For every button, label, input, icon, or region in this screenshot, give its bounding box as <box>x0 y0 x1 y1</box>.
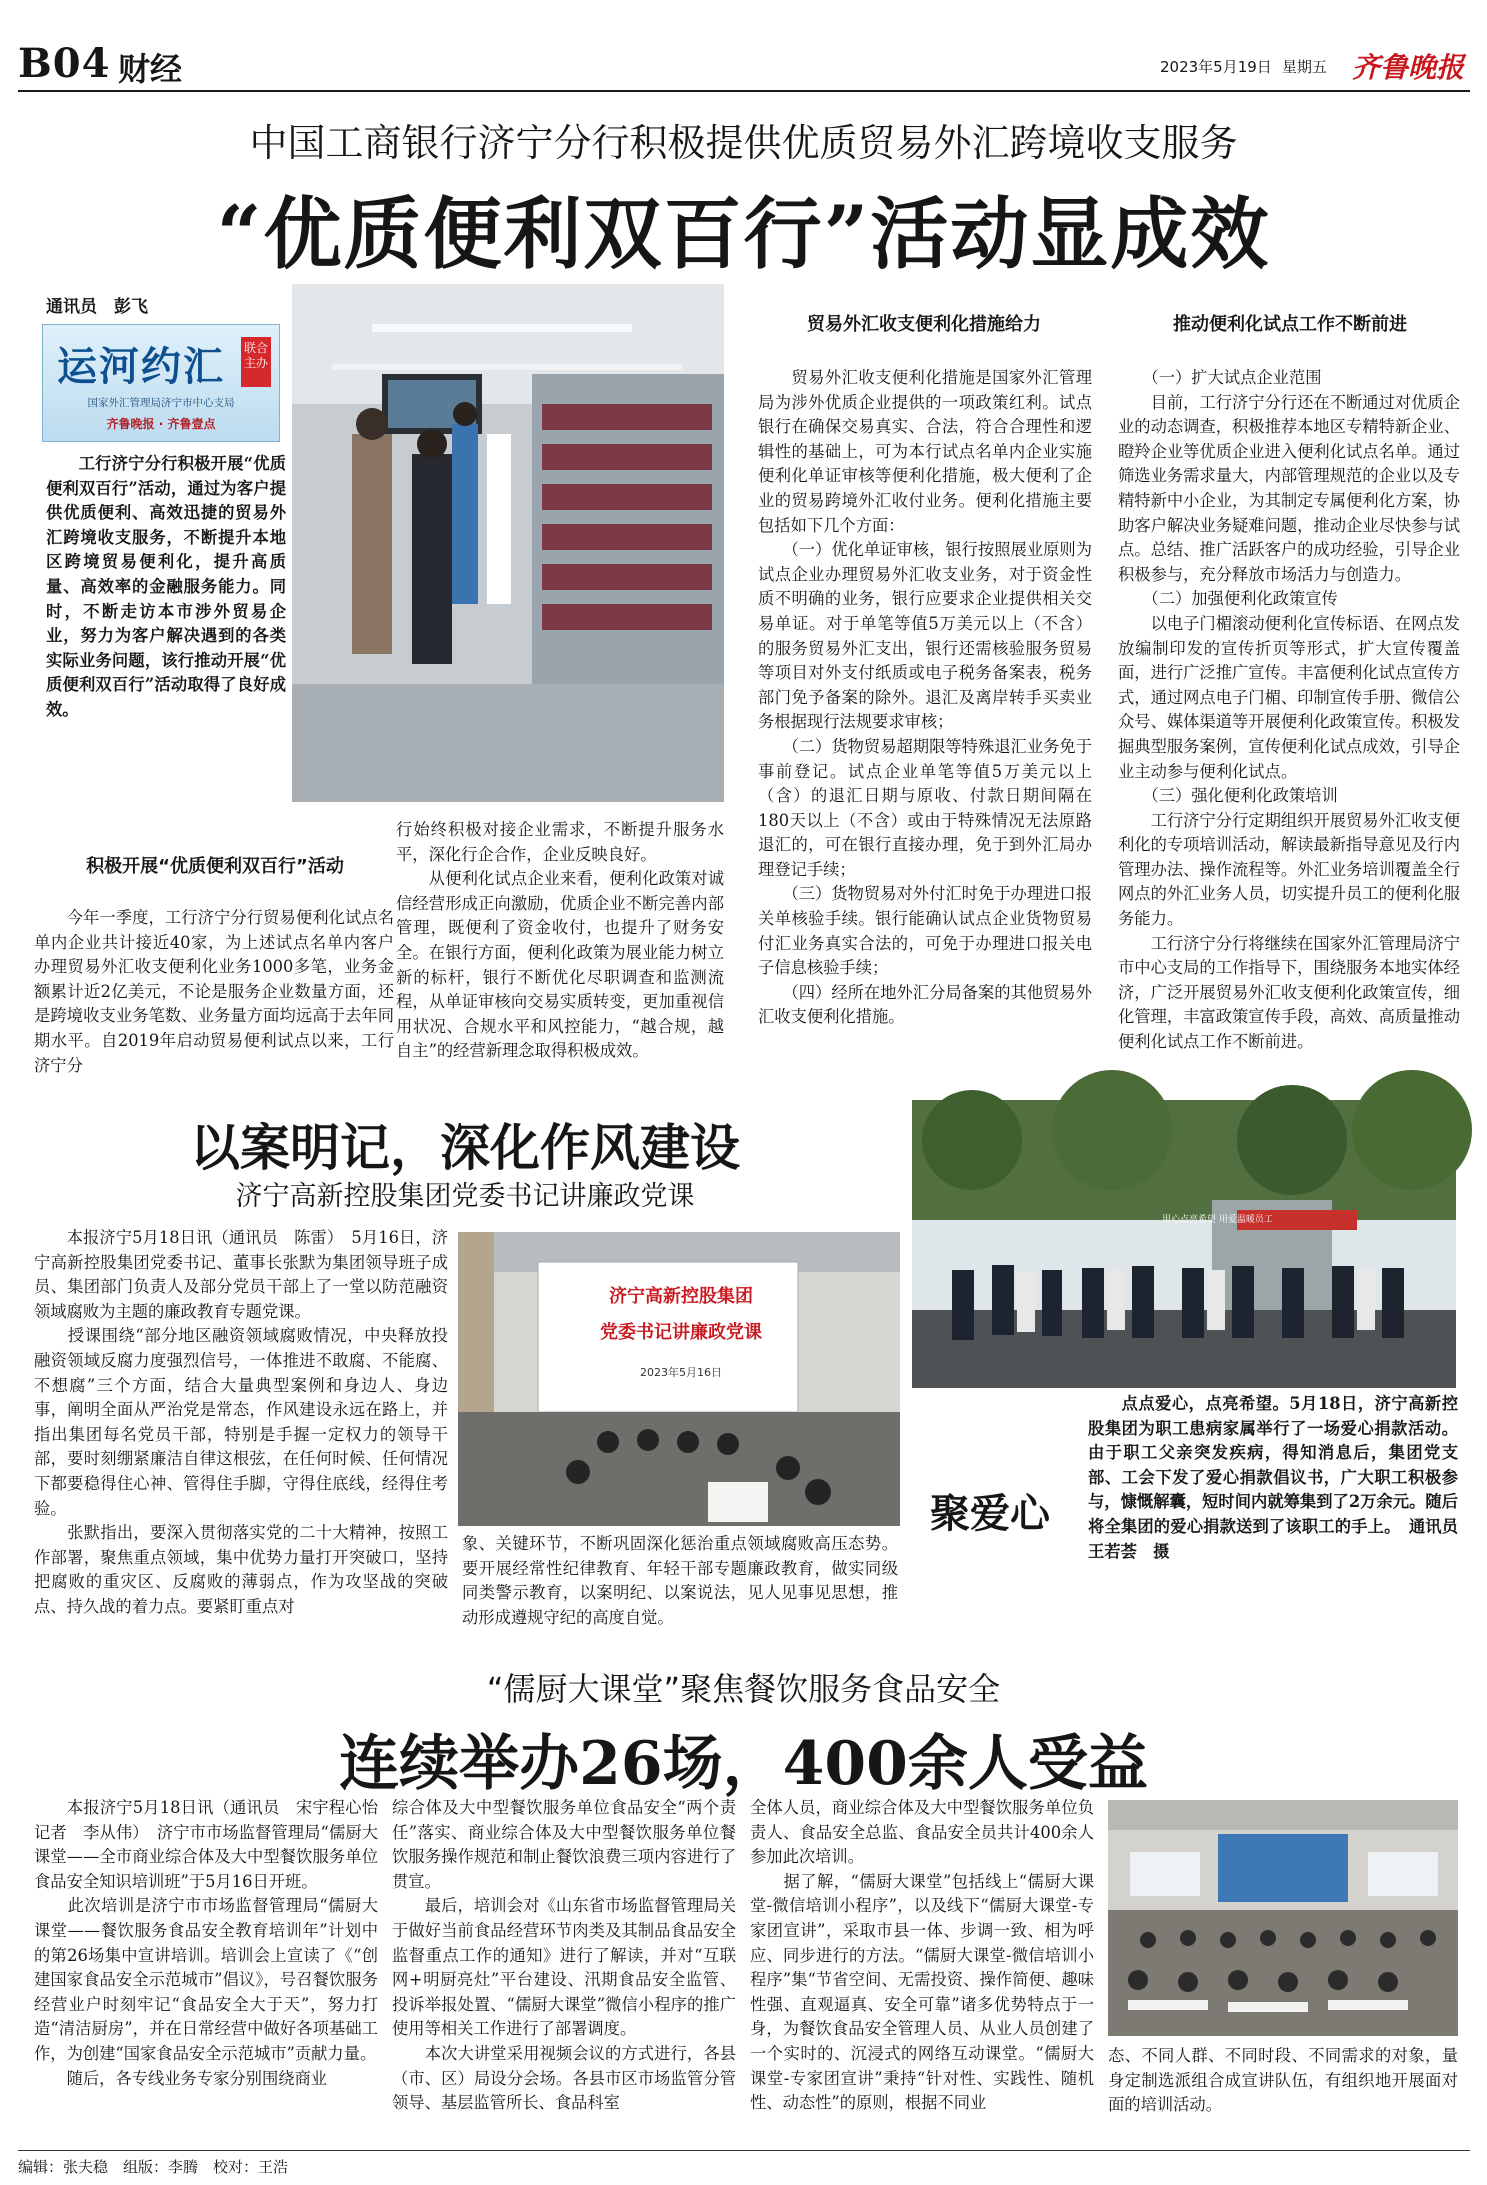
a4-kicker: “儒厨大课堂”聚焦餐饮服务食品安全 <box>486 1670 1001 1708</box>
a1-col-3: 贸易外汇收支便利化措施是国家外汇管理局为涉外优质企业提供的一项政策红利。试点银行在确保交易真实、合法，符合合理性和逻辑性的基础上，可为本行试点名单内企业实施便利化单证审核等便利化措施，极大便利了企业的贸易跨境外汇收付业务。便利化措施主要包括如下几个方面： （一）优化单证审核，银行按照展业原则为试点企业办理贸易外汇收支业务，对于资金性质不明确的业务，银行应要求企业提供相关交易单证。对于单笔等值5万美元以上（不含）的服务贸易外汇支出，银行还需核验服务贸易等项目对外支付纸质或电子税务备案表，税务部门免予备案的除外。退汇及离岸转手买卖业务根据现行法规要求审核； （二）货物贸易超期限等特殊退汇业务免于事前登记。试点企业单笔等值5万美元以上（含）的退汇日期与原收、付款日期间隔在180天以上（不含）或由于特殊情况无法原路退汇的，可在银行直接办理，免于到外汇局办理登记手续； （三）货物贸易对外付汇时免于办理进口报关单核验手续。银行能确认试点企业货物贸易付汇业务真实合法的，可免于办理进口报关电子信息核验手续； （四）经所在地外汇分局备案的其他贸易外汇收支便利化措施。 <box>758 368 1092 1027</box>
page-number: B04 <box>18 40 111 87</box>
a2-col-2: 象、关键环节，不断巩固深化惩治重点领域腐败高压态势。要开展经常性纪律教育、年轻干部专题廉政教育，做实同级同类警示教育，以案明纪、以案说法，见人见事见思想，推动形成遵规守纪的高度自觉。 <box>462 1534 898 1627</box>
badge-title: 运河约汇 <box>57 343 225 390</box>
a2-headline: 以案明记，深化作风建设 <box>190 1118 740 1177</box>
a3-headline: 聚爱心 <box>930 1490 1050 1537</box>
a1-photo-factory <box>292 284 724 802</box>
issue-date: 2023年5月19日 <box>1160 58 1272 76</box>
section-name: 财经 <box>118 50 183 88</box>
a1-subhead-3: 推动便利化试点工作不断前进 <box>1173 314 1407 335</box>
column-badge <box>42 324 280 442</box>
a2-photo-banner-2: 党委书记讲廉政党课 <box>600 1322 762 1343</box>
a1-lead: 工行济宁分行积极开展“优质便利双百行”活动，通过为客户提供优质便利、高效迅捷的贸易外汇跨境收支服务，不断提升本地区跨境贸易便利化，提升高质量、高效率的金融服务能力。同时，不断走访本市涉外贸易企业，努力为客户解决遇到的各类实际业务问题，该行推动开展“优质便利双百行”活动取得了良好成效。 <box>46 454 286 719</box>
a4-photo-training <box>1108 1800 1458 2036</box>
a2-photo-date: 2023年5月16日 <box>640 1366 722 1379</box>
a1-col-4: （一）扩大试点企业范围 目前，工行济宁分行还在不断通过对优质企业的动态调查，积极推荐本地区专精特新企业、瞪羚企业等优质企业进入便利化试点名单。通过筛选业务需求量大，内部管理规范的企业以及专精特新中小企业，为其制定专属便利化方案，协助客户解决业务疑难问题，推动企业尽快参与试点。总结、推广活跃客户的成功经验，引导企业积极参与，充分释放市场活力与创造力。 （二）加强便利化政策宣传 以电子门楣滚动便利化宣传标语、在网点发放编制印发的宣传折页等形式，扩大宣传覆盖面，进行广泛推广宣传。丰富便利化试点宣传方式，通过网点电子门楣、印制宣传手册、微信公众号、媒体渠道等开展便利化政策宣传。积极发掘典型服务案例，宣传便利化试点成效，引导企业主动参与便利化试点。 （三）强化便利化政策培训 工行济宁分行定期组织开展贸易外汇收支便利化的专项培训活动，解读最新指导意见及行内管理办法、操作流程等。外汇业务培训覆盖全行网点的外汇业务人员，切实提升员工的便利化服务能力。 工行济宁分行将继续在国家外汇管理局济宁市中心支局的工作指导下，围绕服务本地实体经济，广泛开展贸易外汇收支便利化政策宣传，细化管理，丰富政策宣传手段，高效、高质量推动便利化试点工作不断前进。 <box>1118 368 1460 1052</box>
a2-subtitle: 济宁高新控股集团党委书记讲廉政党课 <box>235 1181 695 1212</box>
a1-subhead-2: 贸易外汇收支便利化措施给力 <box>807 314 1041 335</box>
footer-credits: 编辑：张夫稳 组版：李腾 校对：王浩 <box>18 2158 289 2176</box>
a1-byline: 通讯员 彭飞 <box>46 297 148 317</box>
a4-col-1: 本报济宁5月18日讯（通讯员 宋宇程心怡 记者 李从伟） 济宁市市场监督管理局“儒厨大课堂——全市商业综合体及大中型餐饮服务单位食品安全知识培训班”于5月16日开班。 此次培训是济宁市市场监督管理局“儒厨大课堂——餐饮服务食品安全教育培训年”计划中的第26场集中宣讲培训。培训会上宣读了《“创建国家食品安全示范城市”倡议》，号召餐饮服务经营业户时刻牢记“食品安全大于天”，努力打造“清洁厨房”，并在日常经营中做好各项基础工作，为创建“国家食品安全示范城市”贡献力量。 随后，各专线业务专家分别围绕商业 <box>34 1798 378 2088</box>
a1-col-1: 今年一季度，工行济宁分行贸易便利化试点名单内企业共计接近40家，为上述试点名单内客户办理贸易外汇收支便利化业务1000多笔，业务金额累计近2亿美元，不论是服务企业数量方面，还是跨境收支业务笔数、业务量方面均远高于去年同期水平。自2019年启动贸易便利试点以来，工行济宁分 <box>34 908 394 1075</box>
a2-photo-banner: 济宁高新控股集团 <box>609 1286 753 1307</box>
a3-photo-donation <box>912 1100 1456 1388</box>
a2-photo-lecture <box>458 1232 900 1526</box>
issue-weekday: 星期五 <box>1282 58 1328 76</box>
a2-col-1: 本报济宁5月18日讯（通讯员 陈雷） 5月16日，济宁高新控股集团党委书记、董事长张默为集团领导班子成员、集团部门负责人及部分党员干部上了一堂以防范融资领域腐败为主题的廉政教育专题党课。 授课围绕“部分地区融资领域腐败情况，中央释放投融资领域反腐力度强烈信号，一体推进不敢腐、不能腐、不想腐”三个方面，结合大量典型案例和身边人、身边事，阐明全面从严治党是常态，作风建设永远在路上，并指出集团每名党员干部，特别是手握一定权力的领导干部，要时刻绷紧廉洁自律这根弦，在任何时候、任何情况下都要稳得住心神、管得住手脚，守得住底线，经得住考验。 张默指出，要深入贯彻落实党的二十大精神，按照工作部署，聚焦重点领域，集中优势力量打开突破口，坚持把腐败的重灾区、反腐败的薄弱点，作为攻坚战的突破点、持久战的着力点。要紧盯重点对 <box>34 1228 448 1616</box>
a3-photo-banner: 用心点亮希望 用爱温暖员工 <box>1162 1215 1273 1225</box>
a4-col-4: 态、不同人群、不同时段、不同需求的对象，量身定制选派组合成宣讲队伍，有组织地开展面对面的培训活动。 <box>1108 2046 1458 2115</box>
badge-subtitle: 国家外汇管理局济宁市中心支局 <box>87 397 235 409</box>
a4-col-3: 全体人员，商业综合体及大中型餐饮服务单位负责人、食品安全总监、食品安全员共计400余人参加此次培训。 据了解，“儒厨大课堂”包括线上“儒厨大课堂-微信培训小程序”，以及线下“儒厨大课堂-专家团宣讲”，采取市县一体、步调一致、相为呼应、同步进行的方法。“儒厨大课堂-微信培训小程序”集“节省空间、无需投资、操作简便、趣味性强、直观逼真、安全可靠”诸多优势特点于一身，为餐饮食品安全管理人员、从业人员创建了一个实时的、沉浸式的网络互动课堂。“儒厨大课堂-专家团宣讲”秉持“针对性、实践性、随机性、动态性”的原则，根据不同业 <box>750 1798 1094 2113</box>
a1-col-2: 行始终积极对接企业需求，不断提升服务水平，深化行企合作，企业反映良好。 从便利化试点企业来看，便利化政策对诚信经营形成正向激励，优质企业不断完善内部管理，既便利了资金收付，也提升了财务安全。在银行方面，便利化政策为展业能力树立新的标杆，银行不断优化尽职调查和监测流程，从单证审核向交易实质转变，更加重视信用状况、合规水平和风控能力，“越合规，越自主”的经营新理念取得积极成效。 <box>396 820 724 1061</box>
a4-col-2: 综合体及大中型餐饮服务单位食品安全“两个责任”落实、商业综合体及大中型餐饮服务单位餐饮服务操作规范和制止餐饮浪费三项内容进行了贯宣。 最后，培训会对《山东省市场监督管理局关于做好当前食品经营环节肉类及其制品食品安全监督重点工作的通知》进行了解读，并对“互联网+明厨亮灶”平台建设、汛期食品安全监管、投诉举报处置、“儒厨大课堂”微信小程序的推广使用等相关工作进行了部署调度。 本次大讲堂采用视频会议的方式进行，各县（市、区）局设分会场。各县市区市场监管分管领导、基层监管所长、食品科室 <box>392 1798 736 2113</box>
footer-rule <box>18 2150 1470 2151</box>
badge-tag: 联合主办 <box>241 337 271 387</box>
a3-caption: 点点爱心，点亮希望。5月18日，济宁高新控股集团为职工患病家属举行了一场爱心捐款活动。由于职工父亲突发疾病，得知消息后，集团党支部、工会下发了爱心捐款倡议书，广大职工积极参与，慷慨解囊，短时间内就筹集到了2万余元。随后将全集团的爱心捐款送到了该职工的手上。 通讯员 王若荟 摄 <box>1088 1394 1475 1561</box>
badge-logos: 齐鲁晚报 · 齐鲁壹点 <box>106 417 216 431</box>
a4-headline: 连续举办26场，400余人受益 <box>339 1729 1148 1799</box>
brand-logo: 齐鲁晚报 <box>1352 51 1465 84</box>
a1-kicker: 中国工商银行济宁分行积极提供优质贸易外汇跨境收支服务 <box>249 121 1238 165</box>
header-rule <box>18 90 1470 92</box>
a1-headline: “优质便利双百行”活动显成效 <box>216 189 1271 280</box>
a1-subhead-1: 积极开展“优质便利双百行”活动 <box>86 856 344 877</box>
